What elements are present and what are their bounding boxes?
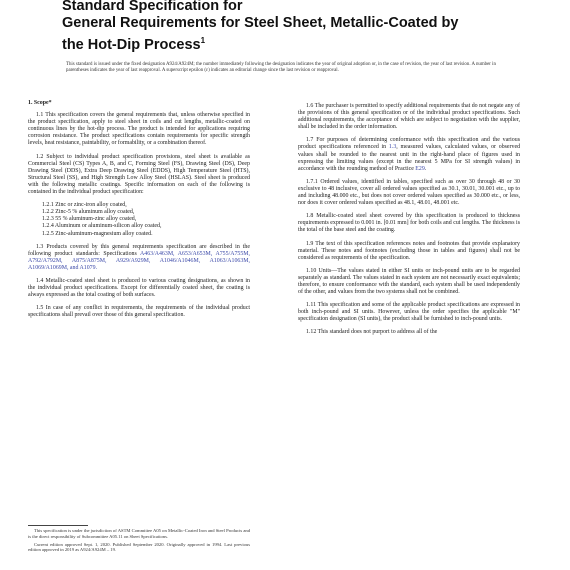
paragraph-1-7: 1.7 For purposes of determining conformance with this specification and the various product specifications referenced in 1.3, measured values, calculated values, or observed values shall be rounded to the nearest unit in the right-hand place of figures used in expressing the limiting values (except in the nearest 5 MPa for SI strength values) in accordance with the rounding method of Practice E29. bbox=[298, 137, 521, 172]
section-heading-scope: 1. Scope* bbox=[28, 100, 52, 106]
document-title bbox=[62, 0, 532, 54]
paragraph-1-4: 1.4 Metallic-coated steel sheet is produced to various coating designations, as shown in the individual product specifications. Except for differentially coated sheet, the coating is always expressed as the total coating of both surfaces. bbox=[28, 277, 250, 299]
paragraph-1-3 bbox=[28, 244, 250, 272]
paragraph-1-7-lead: 1.7 For purposes of determining conformance with this specification and the various product specifications referenced in bbox=[298, 137, 520, 151]
list-item: 1.2.1 Zinc or zinc-iron alloy coated, bbox=[42, 202, 127, 209]
title-line-2: General Requirements for Steel Sheet, Metallic-Coated by bbox=[62, 15, 459, 31]
list-item: 1.2.4 Aluminum or aluminum-silicon alloy coated, bbox=[42, 223, 162, 230]
paragraph-1-7-middle: , measured values, calculated values, or observed values shall be rounded to the nearest unit in the right-hand place of figures used in expressing the limiting values (except in the nearest 5 MPa for SI strength values) in accordance with the rounding method of Practice bbox=[298, 144, 521, 172]
footnotes bbox=[28, 528, 250, 555]
footnote-1: This specification is under the jurisdiction of ASTM Committee A05 on Metallic-Coated Iron and Steel Products and is the direct responsibility of Subcommittee A05.11 on Sheet Specifications. bbox=[28, 528, 250, 539]
left-column bbox=[28, 96, 250, 325]
paragraph-1-6: 1.6 The purchaser is permitted to specify additional requirements that do not negate any of the provisions of this general specification or of the individual product specifications. Such additional requirements, the acceptance of which are subject to negotiation with the supplier, shall be included in the order information. bbox=[298, 103, 520, 131]
list-item: 1.2.2 Zinc-5 % aluminum alloy coated, bbox=[42, 209, 135, 216]
practice-e29-link[interactable]: E29 bbox=[415, 165, 425, 172]
paragraph-1-12: 1.12 This standard does not purport to address all of the bbox=[306, 329, 438, 336]
footnote-2: Current edition approved Sept. 1, 2020. Published September 2020. Originally approved in 1994. Last previous edition approved in 2019 as A924/A924M – 19. bbox=[28, 541, 250, 553]
paragraph-1-2: 1.2 Subject to individual product specification provisions, steel sheet is available as Commercial Steel (CS) Types A, B, and C, Forming Steel (FS), Drawing Steel (DS), Deep Drawing Steel (DDS), Extra Deep Drawing Steel (EDDS), High Temperature Steel (HTS), Structural Steel (SS), and High Strength Low Alloy Steel (HSLAS). Steel sheet is produced with the following metallic coatings. Specific information on each of the following is contained in the individual product specification: bbox=[28, 153, 250, 196]
footnote-divider bbox=[28, 525, 88, 526]
paragraph-1-3-lead: 1.3 Products covered by this general requirements specification are described in the following product standards: Specifications bbox=[28, 243, 250, 257]
list-item: 1.2.3 55 % aluminum-zinc alloy coated, bbox=[42, 216, 137, 223]
list-item: 1.2.5 Zinc-aluminum-magnesium alloy coated. bbox=[42, 230, 153, 237]
section-1-3-link[interactable]: 1.3 bbox=[388, 144, 397, 151]
coating-list bbox=[28, 202, 250, 237]
right-column bbox=[298, 103, 520, 343]
paragraph-1-7-1: 1.7.1 Ordered values, identified in tables, specified such as over 30 through 48 or 30 exclusive to 48 inclusive, cover all ordered values specified as 30.1, 30.01, 30.001 etc., up to and including 48.000 etc., but does not cover ordered values specified as 30.000 etc., or less, nor does it cover ordered values specified as 48.1, 48.01, 48.001 etc. bbox=[298, 178, 520, 207]
standard-designation-note: This standard is issued under the fixed designation A924/A924M; the number immediately following the designation indicates the year of original adoption or, in the case of revision, the year of last revision. A number in parentheses indicates the year of last reapproval. A superscript epsilon (ε) indicates an editorial change since the last revision or reapproval. bbox=[66, 62, 496, 74]
paragraph-1-10: 1.10 Units—The values stated in either SI units or inch-pound units are to be regarded separately as standard. The values stated in each system are not necessarily exact equivalents; therefore, to ensure conformance with the standard, each system shall be used independently of the other, and values from the two systems shall not be combined. bbox=[298, 267, 520, 296]
paragraph-1-5: 1.5 In case of any conflict in requirements, the requirements of the individual product specifications shall prevail over those of this general specification. bbox=[28, 305, 250, 319]
title-line-1: Standard Specification for bbox=[62, 0, 243, 14]
paragraph-1-11: 1.11 This specification and some of the applicable product specifications are expressed in both inch-pound and SI units. However, unless the order specifies the applicable "M" specification designation (SI units), the product shall be furnished to inch-pound units. bbox=[298, 302, 520, 323]
product-standards-link[interactable]: A463/A463M, A653/A653M, A755/A755M, A792/A792M, A875/A875M, A929/A929M, A1046/A1046M, A1063/A1063M, A1069/A1069M, and A1079. bbox=[28, 250, 251, 271]
paragraph-1-9: 1.9 The text of this specification references notes and footnotes that provide explanatory material. These notes and footnotes (excluding those in tables and figures) shall not be considered as requirements of the specification. bbox=[298, 240, 520, 261]
paragraph-1-8: 1.8 Metallic-coated steel sheet covered by this specification is produced to thickness requirements expressed to 0.001 in. [0.01 mm] for both coils and cut lengths. The thickness is the total of the base steel and the coating. bbox=[298, 213, 520, 234]
title-footnote-mark: 1 bbox=[200, 36, 206, 45]
paragraph-1-1: 1.1 This specification covers the general requirements that, unless otherwise specified in the product specification, apply to steel sheet in coils and cut lengths, metallic-coated on continuous lines by the hot-dip process. The product is intended for applications requiring corrosion resistance. The product specifications contain requirements for specific strength levels, heat resistance, paintability, or formability, or a combination thereof. bbox=[28, 112, 250, 147]
title-line-3-text: the Hot-Dip Process bbox=[62, 36, 201, 53]
title-line-3 bbox=[62, 32, 532, 54]
